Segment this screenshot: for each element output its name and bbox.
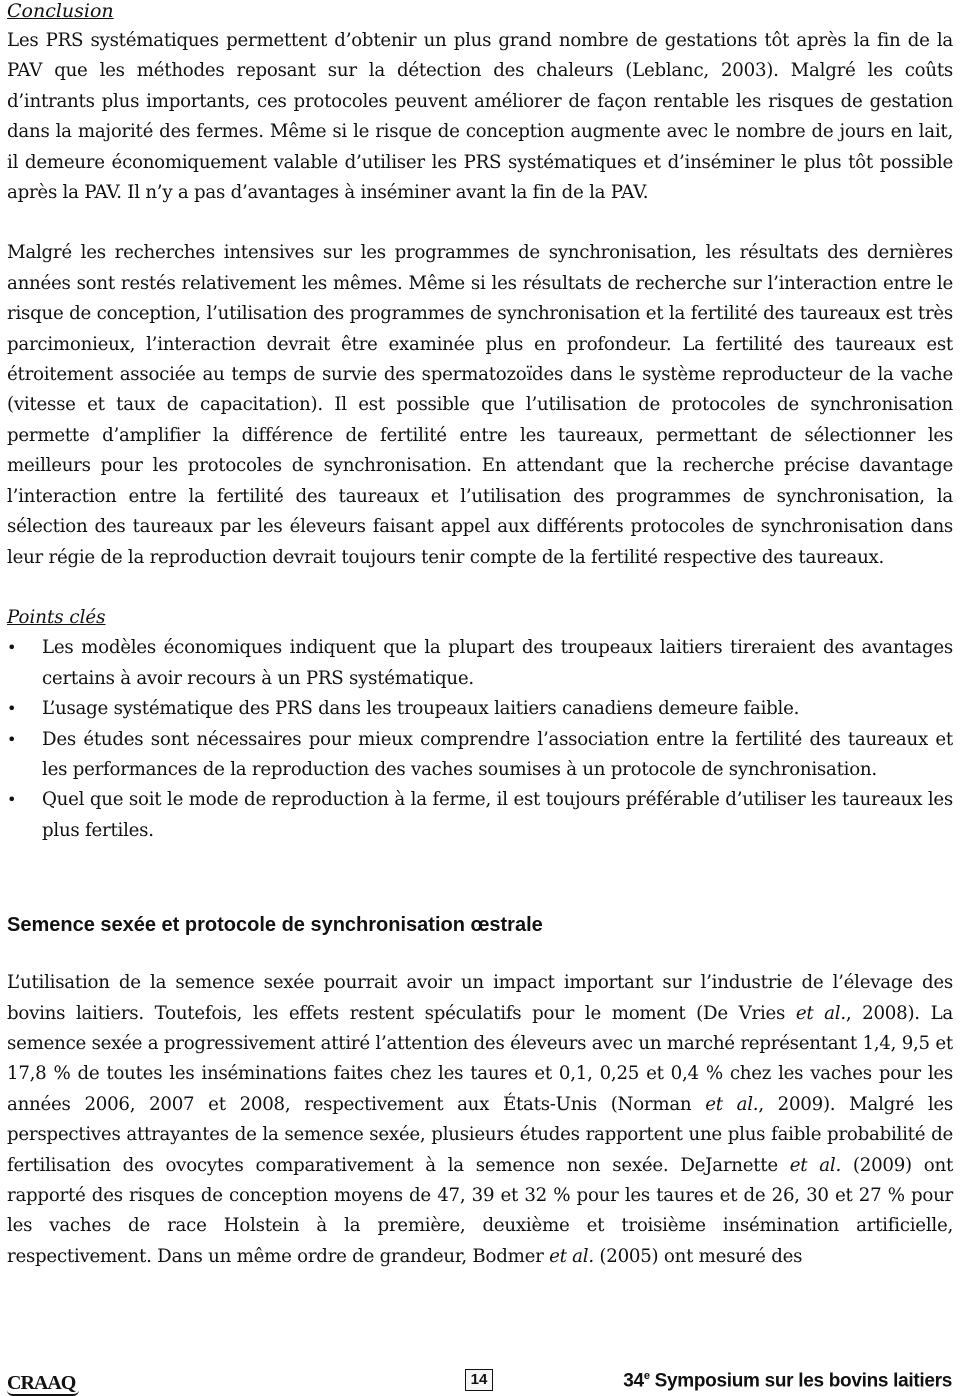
- etal-italic: et al.: [789, 1154, 841, 1176]
- craaq-logo: [7, 1372, 75, 1395]
- conclusion-paragraph-1: Les PRS systématiques permettent d’obtenir un plus grand nombre de gestations tôt après la fin de la PAV que les méthodes reposant sur la détection des chaleurs (Leblanc, 2003). Malgré les coûts d’intrants plus importants, ces protocoles peuvent améliorer de façon rentable les risques de gestation dans la majorité des fermes. Même si le risque de conception augmente avec le nombre de jours en lait, il demeure économiquement valable d’utiliser les PRS systématiques et d’inséminer le plus tôt possible après la PAV. Il n’y a pas d’avantages à inséminer avant la fin de la PAV.: [7, 30, 953, 204]
- logo-swoosh-icon: [7, 1390, 79, 1396]
- etal-italic: et al.: [705, 1093, 759, 1115]
- section-paragraph: [7, 968, 953, 1272]
- list-item: [7, 633, 953, 694]
- etal-italic: et al.: [795, 1002, 846, 1024]
- list-item: [7, 725, 953, 786]
- list-item: [7, 785, 953, 846]
- symposium-ordinal: e: [643, 1370, 650, 1382]
- text-run: , 2008). La semence sexée a progressivement attiré l’attention des éleveurs avec un marché représentant 1,4, 9,5 et 17,8 % de toutes les inséminations faites chez les taures et 0,1, 0,25 et 0,4 % chez les vaches pour les années 2006, 2007 et 2008, respectivement aux États-Unis (Norman: [7, 1002, 953, 1115]
- bullet-icon: •: [7, 790, 17, 810]
- etal-italic: et al.: [549, 1245, 594, 1267]
- list-item-text: Des études sont nécessaires pour mieux comprendre l’association entre la fertilité des taureaux et les performances de la reproduction des vaches soumises à un protocole de synchronisation.: [42, 728, 953, 780]
- bullet-icon: •: [7, 699, 17, 719]
- text-run: L’utilisation de la semence sexée pourrait avoir un impact important sur l’industrie de l’élevage des bovins laitiers. Toutefois, les effets restent spéculatifs pour le moment (De Vries: [7, 972, 953, 1024]
- section-title: Semence sexée et protocole de synchronisation œstrale: [7, 914, 543, 937]
- text-run: , 2009). Malgré les perspectives attrayantes de la semence sexée, plusieurs études rapportent une plus faible probabilité de fertilisation des ovocytes comparativement à la semence non sexée. DeJarnette: [7, 1093, 953, 1176]
- text-run: (2009) ont rapporté des risques de conception moyens de 47, 39 et 32 % pour les taures et de 26, 30 et 27 % pour les vaches de race Holstein à la première, deuxième et troisième insémination artificielle, respectivement. Dans un même ordre de grandeur, Bodmer: [7, 1154, 954, 1267]
- bullet-icon: •: [7, 729, 17, 749]
- logo-text: CRAAQ: [7, 1372, 76, 1394]
- list-item-text: Quel que soit le mode de reproduction à la ferme, il est toujours préférable d’utiliser les taureaux les plus fertiles.: [42, 789, 953, 841]
- symposium-text: Symposium sur les bovins laitiers: [649, 1370, 952, 1392]
- key-points-list: [7, 633, 953, 846]
- page-footer: [0, 1362, 960, 1392]
- conclusion-paragraph-2: Malgré les recherches intensives sur les programmes de synchronisation, les résultats des dernières années sont restés relativement les mêmes. Même si les résultats de recherche sur l’interaction entre le risque de conception, l’utilisation des programmes de synchronisation et la fertilité des taureaux est très parcimonieux, l’interaction devrait être examinée plus en profondeur. La fertilité des taureaux est étroitement associée au temps de survie des spermatozoïdes dans le système reproducteur de la vache (vitesse et taux de capacitation). Il est possible que l’utilisation de protocoles de synchronisation permette d’amplifier la différence de fertilité entre les taureaux, permettant de sélectionner les meilleurs pour les protocoles de synchronisation. En attendant que la recherche précise davantage l’interaction entre la fertilité des taureaux et l’utilisation des programmes de synchronisation, la sélection des taureaux par les éleveurs faisant appel aux différents protocoles de synchronisation dans leur régie de la reproduction devrait toujours tenir compte de la fertilité respective des taureaux.: [7, 242, 953, 568]
- page-number: 14: [465, 1369, 493, 1391]
- bullet-icon: •: [7, 638, 17, 658]
- symposium-number: 34: [623, 1370, 644, 1392]
- key-points-heading: Points clés: [7, 606, 106, 628]
- conclusion-heading: Conclusion: [7, 0, 114, 22]
- list-item-text: L’usage systématique des PRS dans les troupeaux laitiers canadiens demeure faible.: [42, 698, 800, 720]
- text-run: (2005) ont mesuré des: [593, 1245, 803, 1267]
- list-item: [7, 694, 953, 724]
- list-item-text: Les modèles économiques indiquent que la plupart des troupeaux laitiers tireraient des avantages certains à avoir recours à un PRS systématique.: [42, 637, 953, 689]
- document-page: [7, 0, 953, 1272]
- symposium-title: [623, 1370, 952, 1392]
